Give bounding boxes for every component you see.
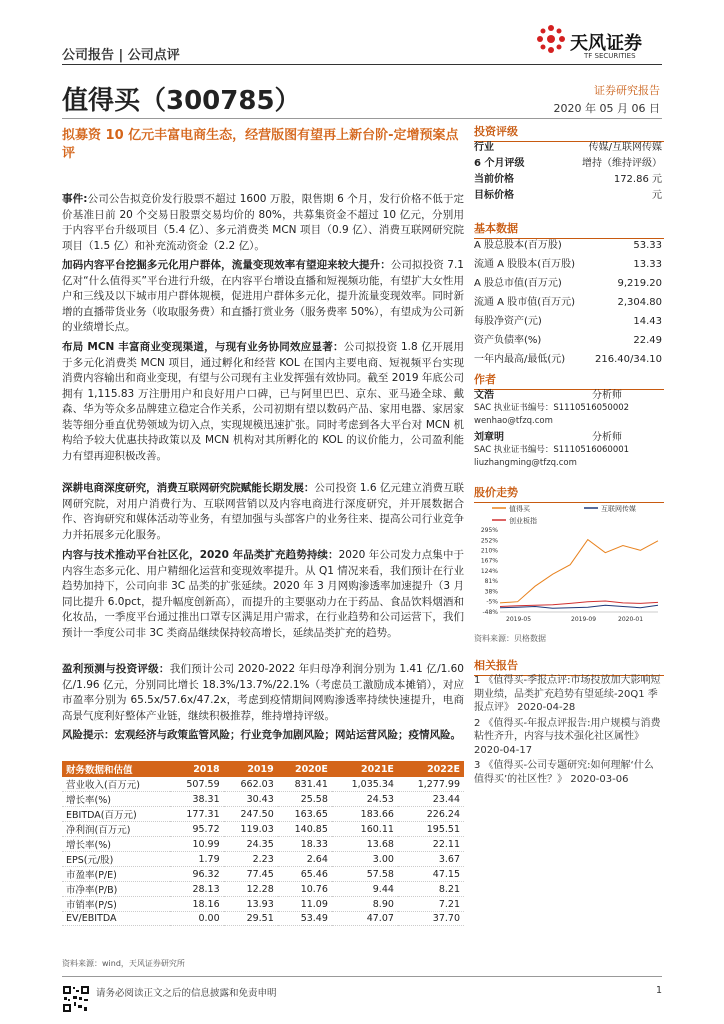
related-report-item[interactable]: 1 《值得买-季报点评:市场投放加大影响短期业绩，品类扩充趋势有望延续-20Q1 季报点评》 2020-04-28 [474,675,661,713]
related-reports-list [474,674,662,788]
author-role: 分析师 [592,390,622,401]
basic-data-title: 基本数据 [474,220,664,239]
paragraph-research [62,481,464,543]
y-tick-label: 210% [480,547,498,555]
table-cell: 1,035.34 [332,777,398,792]
table-cell: 29.51 [224,912,278,926]
y-tick-label: 252% [480,537,498,545]
x-tick-label: 2020-01 [618,616,644,623]
table-cell: 47.15 [398,867,464,882]
basic-data-row [474,274,662,293]
table-cell: 177.31 [170,807,224,822]
table-row [62,822,464,837]
rating-row [474,188,662,204]
series-line [500,601,658,607]
author-email[interactable]: wenhao@tfzq.com [474,416,553,426]
table-cell: 195.51 [398,822,464,837]
paragraph-community [62,548,464,641]
table-cell: 11.09 [278,897,332,912]
basic-data-row [474,331,662,350]
basic-data-row [474,293,662,312]
table-cell: 10.99 [170,837,224,852]
author-cert: SAC 执业证书编号：S1110516050002 [474,403,630,413]
paragraph-lead: 事件: [62,193,88,205]
y-tick-label: 124% [480,567,498,575]
report-type: 证券研究报告 [594,84,660,97]
table-cell: 163.65 [278,807,332,822]
table-cell: 247.50 [224,807,278,822]
basic-data-value: 13.33 [633,259,662,270]
table-cell: 24.53 [332,792,398,807]
basic-data-key: 流通 A 股股本(百万股) [474,259,576,270]
table-cell: 77.45 [224,867,278,882]
author-name: 文浩 [474,390,494,401]
table-cell: 662.03 [224,777,278,792]
table-cell: 7.21 [398,897,464,912]
table-cell: 47.07 [332,912,398,926]
table-cell: 22.11 [398,837,464,852]
authors-list [474,389,662,473]
author-name-row [474,431,662,444]
table-cell: 2.23 [224,852,278,867]
table-cell: 18.16 [170,897,224,912]
rating-key: 6 个月评级 [474,158,525,169]
table-cell: 96.32 [170,867,224,882]
related-reports-title: 相关报告 [474,657,664,676]
paragraph-forecast [62,662,464,724]
basic-data-row [474,255,662,274]
company-logo-english: TF SECURITIES [584,52,636,60]
table-cell: 13.68 [332,837,398,852]
table-header-cell: 2020E [278,761,332,777]
table-cell: 38.31 [170,792,224,807]
paragraph-lead: 布局 MCN 丰富商业变现渠道，与现有业务协同效应显著： [62,341,344,353]
basic-data-key: 资产负债率(%) [474,335,542,346]
report-category: 公司报告 | 公司点评 [62,48,180,63]
table-row [62,867,464,882]
table-cell: 119.03 [224,822,278,837]
legend-label: 创业板指 [509,517,537,525]
author-block [474,389,662,428]
table-cell: 增长率(%) [62,837,170,852]
table-cell: 8.90 [332,897,398,912]
table-cell: 53.49 [278,912,332,926]
table-cell: 3.00 [332,852,398,867]
basic-data-list [474,236,662,369]
basic-data-value: 2,304.80 [617,297,662,308]
table-row [62,912,464,926]
x-tick-label: 2019-05 [506,616,532,623]
paragraph-event [62,192,464,254]
basic-data-value: 216.40/34.10 [595,354,662,365]
company-logo-icon [536,24,566,54]
x-tick-label: 2019-09 [571,616,597,623]
basic-data-value: 9,219.20 [617,278,662,289]
table-cell: 831.41 [278,777,332,792]
basic-data-row [474,312,662,331]
table-header-cell: 财务数据和估值 [62,761,170,777]
table-cell: 9.44 [332,882,398,897]
chart-source: 资料来源：贝格数据 [474,634,546,643]
author-email[interactable]: liuzhangming@tfzq.com [474,458,577,468]
paragraph-text: 公司投资 1.6 亿元建立消费互联网研究院，对用户消费行为、互联网营销以及内容电商进行深度研究，并开展数据合作、咨询研究和媒体活动等业务，有望加强与头部客户的业务往来、提高公司行业竞争力并拓展多元化服务。 [62,482,464,541]
table-cell: 65.46 [278,867,332,882]
table-cell: 市销率(P/S) [62,897,170,912]
table-cell: 24.35 [224,837,278,852]
rating-value: 172.86 元 [613,174,662,185]
paragraph-lead: 风险提示：宏观经济与政策监管风险；行业竞争加剧风险；网站运营风险；疫情风险。 [62,729,461,741]
rating-value: 增持（维持评级） [582,158,662,169]
authors-title: 作者 [474,371,664,390]
table-cell: 2.64 [278,852,332,867]
qr-code-icon [62,985,90,1013]
table-cell: 13.93 [224,897,278,912]
header-divider [62,64,662,65]
table-header-cell: 2022E [398,761,464,777]
stock-price-chart [474,500,662,630]
paragraph-mcn [62,340,464,464]
paragraph-risk [62,728,464,744]
author-cert: SAC 执业证书编号：S1110516060001 [474,445,630,455]
table-cell: 增长率(%) [62,792,170,807]
rating-key: 当前价格 [474,174,514,185]
page-title: 值得买（300785） [62,86,301,116]
table-header-cell: 2018 [170,761,224,777]
y-tick-label: 38% [484,588,498,596]
table-header-cell: 2021E [332,761,398,777]
table-cell: 37.70 [398,912,464,926]
table-cell: EV/EBITDA [62,912,170,926]
legend-label: 值得买 [509,505,530,513]
table-cell: 140.85 [278,822,332,837]
table-cell: 1.79 [170,852,224,867]
basic-data-key: 流通 A 股市值(百万元) [474,297,576,308]
paragraph-text: 我们预计公司 2020-2022 年归母净利润分别为 1.41 亿/1.60 亿/1.96 亿元，分别同比增长 18.3%/13.7%/22.1%（考虑员工激励成本摊销），对应市盈率分别为 65.5x/57.6x/47.2x，考虑到疫情期间网购渗透率持续快速提升，电商高景气度利好整体产业链，继续积极推荐，维持增持评级。 [62,663,464,722]
table-cell: 1,277.99 [398,777,464,792]
paragraph-lead: 内容与技术推动平台社区化，2020 年品类扩充趋势持续： [62,549,339,561]
table-cell: 28.13 [170,882,224,897]
y-tick-label: 167% [480,557,498,565]
table-row [62,882,464,897]
basic-data-value: 53.33 [633,240,662,251]
paragraph-lead: 深耕电商深度研究，消费互联网研究院赋能长期发展： [62,482,315,494]
table-cell: 183.66 [332,807,398,822]
author-name-row [474,389,662,402]
table-cell: 18.33 [278,837,332,852]
author-name: 刘章明 [474,432,504,443]
paragraph-text: 公司拟投资 7.1 亿对“什么值得买”平台进行升级，在内容平台增设直播和短视频功能，有望扩大女性用户和三线及以下城市用户群体规模，促进用户群体多元化，提升流量变现效率。同时新增的直播带货业务（收取服务费）和直播打赏业务（服务费率 50%），有望成为公司新的业绩增长点。 [62,259,464,333]
table-cell: 市净率(P/B) [62,882,170,897]
rating-row [474,156,662,172]
table-cell: 30.43 [224,792,278,807]
author-block [474,431,662,470]
y-tick-label: -5% [486,598,498,606]
table-cell: 0.00 [170,912,224,926]
page-number: 1 [655,985,662,996]
table-cell: 23.44 [398,792,464,807]
paragraph-text: 2020 年公司发力点集中于内容生态多元化、用户精细化运营和变现效率提升。从 Q1 情况来看，我们预计在行业趋势加持下，公司向非 3C 品类的扩张延续。2020 年 3 月网购渗透率加速提升（3 月同比提升 6.0pct，提升幅度创新高），而提升的主要驱动力在于药品、食品饮料烟酒和化妆品，一季度平台通过推出口罩专区满足用户需求，在行业趋势和公司运营下，我们预计一季度公司非 3C 类商品继续保持较高增长，延续品类扩充的趋势。 [62,549,464,639]
report-date: 2020 年 05 月 06 日 [553,102,660,115]
rating-key: 行业 [474,142,494,153]
table-row [62,897,464,912]
basic-data-value: 22.49 [633,335,662,346]
basic-data-key: A 股总市值(百万元) [474,278,562,289]
rating-key: 目标价格 [474,190,514,201]
basic-data-key: 每股净资产(元) [474,316,542,327]
paragraph-content-platform [62,258,464,336]
table-cell: 25.58 [278,792,332,807]
table-row [62,837,464,852]
rating-list [474,140,662,204]
related-report-item[interactable]: 2 《值得买-年报点评报告:用户规模与消费粘性齐升，内容与技术强化社区属性》 2020-04-17 [474,717,661,756]
financial-table [62,761,464,926]
related-report-item[interactable]: 3 《值得买-公司专题研究:如何理解‘什么值得买’的社区性？》 2020-03-06 [474,760,654,785]
company-logo-name: 天风证券 [570,33,642,54]
table-cell: 8.21 [398,882,464,897]
stock-chart-title: 股价走势 [474,484,664,503]
table-cell: 净利润(百万元) [62,822,170,837]
legend-label: 互联网传媒 [601,505,636,513]
table-row [62,852,464,867]
footer-disclaimer: 请务必阅读正文之后的信息披露和免责申明 [96,988,277,999]
basic-data-row [474,350,662,369]
basic-data-row [474,236,662,255]
paragraph-lead: 盈利预测与投资评级： [62,663,170,675]
author-role: 分析师 [592,432,622,443]
rating-row [474,172,662,188]
table-cell: EBITDA(百万元) [62,807,170,822]
table-row [62,792,464,807]
table-cell: EPS(元/股) [62,852,170,867]
table-cell: 营业收入(百万元) [62,777,170,792]
y-tick-label: -48% [482,609,498,616]
series-line [500,540,658,603]
basic-data-key: 一年内最高/最低(元) [474,354,566,365]
paragraph-lead: 加码内容平台挖掘多元化用户群体，流量变现效率有望迎来较大提升： [62,259,391,271]
table-cell: 市盈率(P/E) [62,867,170,882]
table-row [62,777,464,792]
table-row [62,807,464,822]
rating-value: 传媒/互联网传媒 [588,142,662,153]
table-cell: 95.72 [170,822,224,837]
report-subtitle: 拟募资 10 亿元丰富电商生态，经营版图有望再上新台阶-定增预案点评 [62,128,459,161]
footer-divider [62,976,662,977]
paragraph-text: 公司公告拟竞价发行股票不超过 1600 万股，限售期 6 个月，发行价格不低于定价基准日前 20 个交易日股票交易均价的 80%，共募集资金不超过 10 亿元，分别用于内容平台升级项目（5.4 亿）、多元消费类 MCN 项目（0.9 亿）、消费互联网研究院项目（1.5 亿）和补充流动资金（2.2 亿）。 [62,193,464,252]
table-cell: 57.58 [332,867,398,882]
table-cell: 12.28 [224,882,278,897]
title-divider [62,118,662,119]
basic-data-value: 14.43 [633,316,662,327]
table-cell: 3.67 [398,852,464,867]
y-tick-label: 295% [480,527,498,534]
table-cell: 507.59 [170,777,224,792]
rating-value: 元 [652,190,662,201]
paragraph-text: 公司拟投资 1.8 亿开展用于多元化消费类 MCN 项目，通过孵化和经营 KOL 在国内主要电商、短视频平台实现消费内容输出和商业变现，有望与公司现有主业发挥强有效协同。截至 2019 年底公司拥有 1,115.83 万注册用户和良好用户口碑，已与阿里巴巴、京东、亚马逊全球、戴森、华为等众多品牌建立稳定合作关系，公司初期有望以数码产品、家用电器、家居家装等细分垂直优势领域为切入点，实现规模迅速扩张。同时考虑到各大平台对 MCN 机构给予较大优惠扶持政策以及 MCN 机构对其所孵化的 KOL 的议价能力，公司盈利能力有望再迎积极改善。 [62,341,464,462]
rating-title: 投资评级 [474,123,664,142]
table-header-cell: 2019 [224,761,278,777]
y-tick-label: 81% [484,578,498,586]
table-cell: 10.76 [278,882,332,897]
rating-row [474,140,662,156]
table-source: 资料来源：wind，天风证券研究所 [62,959,185,968]
table-cell: 226.24 [398,807,464,822]
basic-data-key: A 股总股本(百万股) [474,240,562,251]
table-cell: 160.11 [332,822,398,837]
